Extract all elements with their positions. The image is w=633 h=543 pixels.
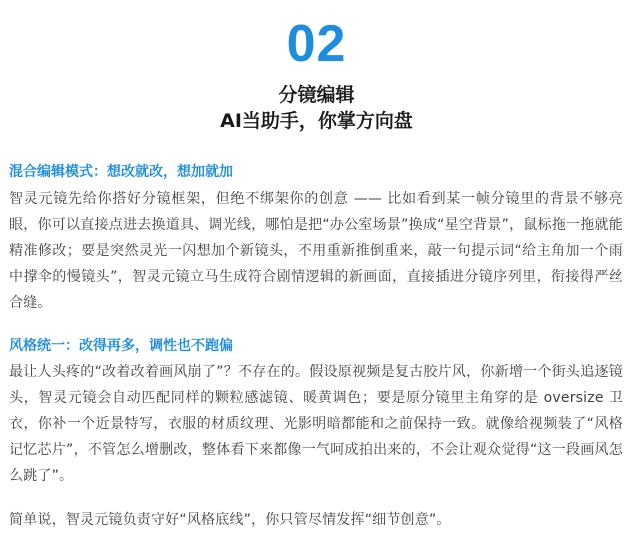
block-body-style-consistency: 最让人头疼的“改着改着画风崩了”？不存在的。假设原视频是复古胶片风，你新增一个街头追逐镜头，智灵元镜会自动匹配同样的颗粒感滤镜、暖黄调色；要是原分镜里主角穿的是 oversize 卫衣，你补一个近景特写，衣服的材质纹理、光影明暗都能和之前保持一致。就像给视频装了“风格记忆芯片”，不管怎么增删改，整体看下来都像一气呵成拍出来的，不会让观众觉得“这一段画风怎么跳了”。	[9, 364, 623, 484]
block-heading-style-consistency: 风格统一：改得再多，调性也不跑偏	[9, 338, 233, 354]
section-number: 02	[286, 15, 347, 73]
summary-paragraph: 简单说，智灵元镜负责守好“风格底线”，你只管尽情发挥“细节创意”。	[9, 512, 451, 528]
block-body-mixed-editing: 智灵元镜先给你搭好分镜框架，但绝不绑架你的创意 —— 比如看到某一帧分镜里的背景不够亮眼，你可以直接点进去换道具、调光线，哪怕是把“办公室场景”换成“星空背景”，鼠标拖一拖就能精准修改；要是突然灵光一闪想加个新镜头，不用重新推倒重来，敲一句提示词“给主角加一个雨中撑伞的慢镜头”，智灵元镜立马生成符合剧情逻辑的新画面，直接插进分镜序列里，衔接得严丝合缝。	[9, 191, 623, 311]
section-title: 分镜编辑	[278, 84, 355, 106]
section-subtitle: AI当助手，你掌方向盘	[220, 110, 413, 132]
block-heading-mixed-editing: 混合编辑模式：想改就改，想加就加	[9, 164, 233, 180]
